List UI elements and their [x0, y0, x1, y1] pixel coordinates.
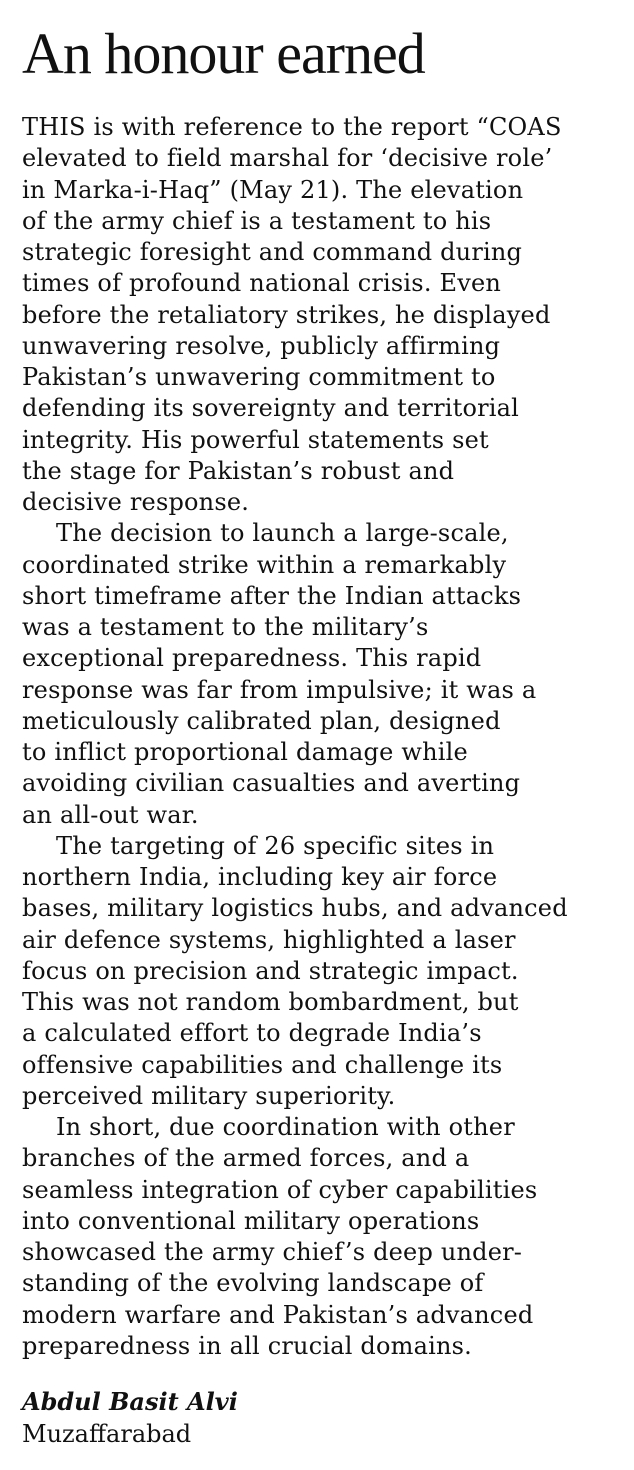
text-line: modern warfare and Pakistan’s advanced — [22, 1300, 534, 1329]
text-line: Pakistan’s unwavering commitment to — [22, 363, 496, 391]
text-line: standing of the evolving landscape of — [22, 1269, 484, 1298]
letter-body — [22, 112, 614, 1362]
text-line: of the army chief is a testament to his — [22, 206, 492, 235]
text-line: THIS is with reference to the report “COAS — [22, 113, 562, 141]
text-line: into conventional military operations — [22, 1206, 480, 1235]
text-line: before the retaliatory strikes, he displayed — [22, 300, 551, 329]
text-line: The decision to launch a large-scale, — [56, 519, 509, 548]
text-line: northern India, including key air force — [22, 863, 498, 891]
text-line: defending its sovereignty and territorial — [22, 394, 520, 423]
author-name: Abdul Basit Alvi — [22, 1387, 238, 1416]
text-line: offensive capabilities and challenge its — [22, 1050, 503, 1079]
text-line: the stage for Pakistan’s robust and — [22, 456, 455, 485]
paragraph-1 — [22, 112, 614, 518]
text-line: decisive response. — [22, 488, 250, 516]
text-line: in Marka-i-Haq” (May 21). The elevation — [22, 175, 524, 204]
text-line: seamless integration of cyber capabilities — [22, 1175, 538, 1204]
text-line: This was not random bombardment, but — [22, 988, 519, 1016]
text-line: a calculated effort to degrade India’s — [22, 1019, 482, 1048]
text-line: preparedness in all crucial domains. — [22, 1331, 472, 1360]
text-line: strategic foresight and command during — [22, 238, 523, 266]
text-line: unwavering resolve, publicly affirming — [22, 331, 501, 360]
text-line: bases, military logistics hubs, and advanced — [22, 894, 568, 923]
text-line: coordinated strike within a remarkably — [22, 550, 507, 579]
text-line: perceived military superiority. — [22, 1081, 396, 1110]
text-line: exceptional preparedness. This rapid — [22, 644, 482, 673]
text-line: times of profound national crisis. Even — [22, 269, 502, 298]
text-line: short timeframe after the Indian attacks — [22, 581, 522, 610]
text-line: response was far from impulsive; it was a — [22, 675, 537, 704]
paragraph-4 — [22, 1112, 614, 1362]
text-line: integrity. His powerful statements set — [22, 425, 489, 454]
paragraph-3 — [22, 831, 614, 1112]
text-line: focus on precision and strategic impact. — [22, 956, 519, 985]
text-line: meticulously calibrated plan, designed — [22, 706, 501, 735]
text-line: showcased the army chief’s deep under- — [22, 1238, 523, 1266]
letter-to-editor — [22, 22, 614, 1450]
paragraph-2 — [22, 518, 614, 831]
author-location: Muzaffarabad — [22, 1420, 192, 1448]
text-line: air defence systems, highlighted a laser — [22, 925, 516, 954]
text-line: to inflict proportional damage while — [22, 738, 468, 766]
text-line: an all-out war. — [22, 800, 199, 829]
text-line: branches of the armed forces, and a — [22, 1144, 470, 1173]
text-line: The targeting of 26 specific sites in — [56, 831, 495, 860]
text-line: avoiding civilian casualties and averting — [22, 769, 521, 798]
headline: An honour earned — [22, 21, 425, 86]
text-line: was a testament to the military’s — [22, 613, 429, 641]
signature-block — [22, 1386, 614, 1450]
text-line: elevated to field marshal for ‘decisive role’ — [22, 144, 553, 173]
text-line: In short, due coordination with other — [56, 1113, 515, 1141]
